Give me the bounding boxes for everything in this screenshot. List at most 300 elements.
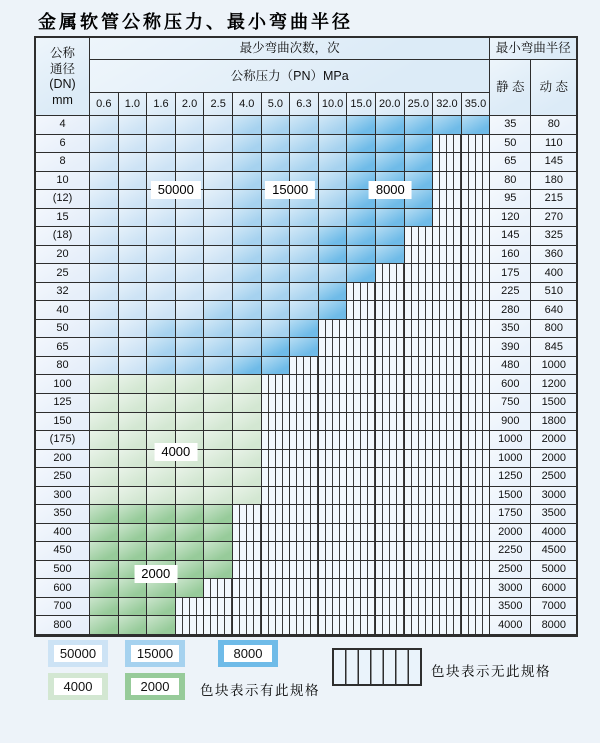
matrix-cell [290, 505, 319, 524]
matrix-cell [405, 375, 434, 394]
matrix-cell [204, 283, 233, 302]
matrix-cell [119, 394, 148, 413]
static-radius-cell: 1000 [490, 431, 531, 450]
matrix-cell [433, 450, 462, 469]
matrix-cell [176, 542, 205, 561]
dn-cell: 15 [36, 209, 90, 228]
matrix-cell [233, 375, 262, 394]
static-radius-cell: 1750 [490, 505, 531, 524]
static-radius-cell: 80 [490, 172, 531, 191]
matrix-cell [147, 338, 176, 357]
matrix-cell [176, 375, 205, 394]
matrix-cell [90, 524, 119, 543]
matrix-cell [433, 338, 462, 357]
matrix-cell [376, 338, 405, 357]
matrix-cell [90, 209, 119, 228]
matrix-cell [347, 209, 376, 228]
matrix-cell [376, 505, 405, 524]
legend-swatch-4000 [48, 673, 108, 700]
matrix-cell [319, 487, 348, 506]
matrix-cell [90, 616, 119, 635]
matrix-cell [262, 283, 291, 302]
dynamic-radius-cell: 3500 [531, 505, 576, 524]
matrix-cell [204, 190, 233, 209]
matrix-cell [405, 209, 434, 228]
header-pn-32.0: 32.0 [433, 93, 462, 116]
matrix-cell [347, 524, 376, 543]
static-radius-cell: 3500 [490, 598, 531, 617]
matrix-cell [433, 561, 462, 580]
matrix-cell [376, 616, 405, 635]
matrix-cell [90, 338, 119, 357]
matrix-cell [262, 227, 291, 246]
dynamic-radius-cell: 1500 [531, 394, 576, 413]
matrix-cell [290, 301, 319, 320]
matrix-cell [204, 561, 233, 580]
matrix-cell [262, 116, 291, 135]
matrix-cell [204, 116, 233, 135]
matrix-cell [347, 450, 376, 469]
matrix-cell [347, 487, 376, 506]
matrix-cell [290, 413, 319, 432]
matrix-cell [462, 487, 491, 506]
matrix-cell [462, 320, 491, 339]
matrix-cell [376, 487, 405, 506]
matrix-cell [462, 431, 491, 450]
matrix-cell [90, 172, 119, 191]
matrix-cell [204, 487, 233, 506]
matrix-cell [233, 579, 262, 598]
matrix-cell [119, 375, 148, 394]
dynamic-radius-cell: 360 [531, 246, 576, 265]
matrix-cell [433, 209, 462, 228]
matrix-cell [319, 116, 348, 135]
matrix-cell [290, 227, 319, 246]
matrix-cell [119, 301, 148, 320]
static-radius-cell: 2500 [490, 561, 531, 580]
matrix-cell [462, 357, 491, 376]
matrix-cell [347, 505, 376, 524]
matrix-cell [147, 505, 176, 524]
matrix-cell [376, 524, 405, 543]
matrix-cell [233, 616, 262, 635]
matrix-cell [347, 116, 376, 135]
matrix-cell [290, 542, 319, 561]
dn-cell: 20 [36, 246, 90, 265]
dn-cell: 250 [36, 468, 90, 487]
header-min-radius: 最小弯曲半径 [490, 38, 576, 60]
matrix-cell [405, 542, 434, 561]
matrix-cell [233, 357, 262, 376]
matrix-cell [147, 394, 176, 413]
dynamic-radius-cell: 8000 [531, 616, 576, 635]
matrix-cell [233, 135, 262, 154]
matrix-cell [233, 505, 262, 524]
static-radius-cell: 480 [490, 357, 531, 376]
dn-cell: 80 [36, 357, 90, 376]
matrix-cell [405, 153, 434, 172]
header-bend-cycles: 最少弯曲次数，次 [90, 38, 490, 60]
dynamic-radius-cell: 325 [531, 227, 576, 246]
dn-cell: 4 [36, 116, 90, 135]
matrix-cell [204, 542, 233, 561]
dn-cell: 400 [36, 524, 90, 543]
matrix-cell [233, 320, 262, 339]
matrix-cell [433, 431, 462, 450]
matrix-cell [233, 172, 262, 191]
matrix-cell [433, 413, 462, 432]
matrix-cell [290, 598, 319, 617]
matrix-cell [290, 246, 319, 265]
matrix-cell [204, 450, 233, 469]
matrix-cell [204, 153, 233, 172]
matrix-cell [233, 264, 262, 283]
static-radius-cell: 65 [490, 153, 531, 172]
static-radius-cell: 225 [490, 283, 531, 302]
matrix-cell [204, 320, 233, 339]
dn-cell: 40 [36, 301, 90, 320]
matrix-cell [319, 394, 348, 413]
matrix-cell [204, 375, 233, 394]
matrix-cell [462, 561, 491, 580]
matrix-cell [433, 116, 462, 135]
matrix-cell [433, 246, 462, 265]
dynamic-radius-cell: 2000 [531, 431, 576, 450]
matrix-cell [290, 264, 319, 283]
matrix-cell [176, 116, 205, 135]
matrix-cell [90, 283, 119, 302]
matrix-cell [319, 450, 348, 469]
matrix-cell [119, 524, 148, 543]
dynamic-radius-cell: 6000 [531, 579, 576, 598]
matrix-cell [376, 116, 405, 135]
matrix-cell [262, 598, 291, 617]
static-radius-cell: 175 [490, 264, 531, 283]
header-dn-line: (DN) [49, 77, 76, 91]
matrix-cell [462, 616, 491, 635]
matrix-cell [90, 394, 119, 413]
matrix-cell [290, 320, 319, 339]
matrix-cell [90, 135, 119, 154]
matrix-cell [262, 468, 291, 487]
matrix-cell [204, 505, 233, 524]
header-dynamic: 动 态 [531, 60, 576, 116]
matrix-cell [462, 524, 491, 543]
matrix-cell [433, 468, 462, 487]
dynamic-radius-cell: 80 [531, 116, 576, 135]
matrix-cell [262, 524, 291, 543]
header-pn-4.0: 4.0 [233, 93, 262, 116]
dn-cell: 700 [36, 598, 90, 617]
matrix-cell [119, 450, 148, 469]
matrix-cell [233, 524, 262, 543]
header-pn-10.0: 10.0 [319, 93, 348, 116]
matrix-cell [90, 579, 119, 598]
matrix-cell [405, 579, 434, 598]
matrix-cell [147, 116, 176, 135]
matrix-cell [462, 283, 491, 302]
matrix-cell [262, 320, 291, 339]
dn-cell: 600 [36, 579, 90, 598]
matrix-cell [147, 283, 176, 302]
matrix-cell [376, 394, 405, 413]
matrix-cell [347, 135, 376, 154]
legend-label-2000: 2000 [131, 678, 179, 695]
matrix-cell [176, 524, 205, 543]
matrix-cell [262, 561, 291, 580]
matrix-cell [147, 413, 176, 432]
matrix-cell [376, 264, 405, 283]
matrix-cell [319, 561, 348, 580]
static-radius-cell: 4000 [490, 616, 531, 635]
matrix-cell [319, 172, 348, 191]
matrix-cell [204, 172, 233, 191]
matrix-cell [462, 542, 491, 561]
matrix-cell [433, 190, 462, 209]
matrix-cell [262, 135, 291, 154]
matrix-cell [176, 579, 205, 598]
matrix-cell [176, 209, 205, 228]
dn-cell: 65 [36, 338, 90, 357]
matrix-cell [262, 542, 291, 561]
matrix-cell [147, 542, 176, 561]
static-radius-cell: 1000 [490, 450, 531, 469]
matrix-cell [233, 283, 262, 302]
dynamic-radius-cell: 1200 [531, 375, 576, 394]
matrix-cell [376, 468, 405, 487]
matrix-cell [433, 394, 462, 413]
matrix-cell [376, 153, 405, 172]
static-radius-cell: 2250 [490, 542, 531, 561]
matrix-cell [376, 413, 405, 432]
matrix-cell [290, 524, 319, 543]
matrix-cell [176, 413, 205, 432]
matrix-cell [433, 320, 462, 339]
matrix-cell [405, 227, 434, 246]
matrix-cell [290, 431, 319, 450]
matrix-cell [319, 190, 348, 209]
matrix-cell [204, 301, 233, 320]
static-radius-cell: 145 [490, 227, 531, 246]
matrix-cell [119, 190, 148, 209]
matrix-cell [262, 301, 291, 320]
dn-cell: 10 [36, 172, 90, 191]
dynamic-radius-cell: 215 [531, 190, 576, 209]
matrix-cell [405, 283, 434, 302]
matrix-cell [433, 264, 462, 283]
matrix-cell [405, 524, 434, 543]
matrix-cell [176, 505, 205, 524]
matrix-cell [147, 153, 176, 172]
matrix-cell [376, 542, 405, 561]
matrix-cell [347, 468, 376, 487]
matrix-cell [462, 301, 491, 320]
matrix-cell [204, 227, 233, 246]
matrix-cell [433, 375, 462, 394]
matrix-cell [233, 246, 262, 265]
matrix-cell [90, 246, 119, 265]
matrix-cell [290, 450, 319, 469]
matrix-cell [347, 283, 376, 302]
dynamic-radius-cell: 400 [531, 264, 576, 283]
static-radius-cell: 1500 [490, 487, 531, 506]
matrix-cell [119, 209, 148, 228]
matrix-cell [319, 264, 348, 283]
header-pn-1.6: 1.6 [147, 93, 176, 116]
matrix-cell [90, 487, 119, 506]
matrix-cell [262, 209, 291, 228]
matrix-cell [405, 301, 434, 320]
legend-swatch-8000 [218, 640, 278, 667]
matrix-cell [376, 135, 405, 154]
dynamic-radius-cell: 3000 [531, 487, 576, 506]
matrix-cell [376, 301, 405, 320]
matrix-cell [319, 598, 348, 617]
matrix-cell [90, 505, 119, 524]
dn-cell: (18) [36, 227, 90, 246]
matrix-cell [376, 320, 405, 339]
matrix-cell [376, 227, 405, 246]
matrix-cell [90, 227, 119, 246]
matrix-cell [290, 338, 319, 357]
matrix-cell [433, 505, 462, 524]
matrix-cell [462, 264, 491, 283]
dn-cell: 150 [36, 413, 90, 432]
matrix-cell [347, 375, 376, 394]
dn-cell: 200 [36, 450, 90, 469]
matrix-cell [462, 394, 491, 413]
matrix-cell [347, 338, 376, 357]
matrix-cell [233, 209, 262, 228]
matrix-cell [319, 375, 348, 394]
matrix-cell [262, 616, 291, 635]
matrix-cell [119, 172, 148, 191]
matrix-cell [319, 338, 348, 357]
matrix-cell [319, 209, 348, 228]
dn-cell: 8 [36, 153, 90, 172]
static-radius-cell: 750 [490, 394, 531, 413]
matrix-cell [119, 264, 148, 283]
matrix-cell [176, 246, 205, 265]
static-radius-cell: 3000 [490, 579, 531, 598]
static-radius-cell: 50 [490, 135, 531, 154]
matrix-cell [262, 450, 291, 469]
matrix-cell [405, 413, 434, 432]
matrix-cell [176, 283, 205, 302]
matrix-cell [462, 116, 491, 135]
matrix-cell [405, 116, 434, 135]
matrix-cell [262, 264, 291, 283]
matrix-cell [462, 153, 491, 172]
matrix-cell [347, 598, 376, 617]
matrix-cell [147, 135, 176, 154]
dn-cell: 450 [36, 542, 90, 561]
matrix-cell [147, 524, 176, 543]
matrix-cell [90, 153, 119, 172]
matrix-cell [433, 579, 462, 598]
matrix-cell [290, 135, 319, 154]
matrix-cell [204, 209, 233, 228]
matrix-cell [405, 264, 434, 283]
matrix-cell [119, 468, 148, 487]
matrix-cell [204, 468, 233, 487]
matrix-cell [347, 227, 376, 246]
matrix-cell [376, 209, 405, 228]
dynamic-radius-cell: 640 [531, 301, 576, 320]
header-pn-1.0: 1.0 [119, 93, 148, 116]
cycle-label-4000: 4000 [154, 443, 197, 461]
matrix-cell [233, 561, 262, 580]
matrix-cell [147, 264, 176, 283]
static-radius-cell: 35 [490, 116, 531, 135]
header-dn-line: mm [52, 92, 73, 107]
matrix-cell [290, 579, 319, 598]
header-pn-20.0: 20.0 [376, 93, 405, 116]
matrix-cell [290, 487, 319, 506]
matrix-cell [233, 542, 262, 561]
matrix-cell [347, 431, 376, 450]
matrix-cell [90, 431, 119, 450]
matrix-cell [176, 394, 205, 413]
matrix-cell [433, 524, 462, 543]
matrix-cell [433, 301, 462, 320]
matrix-cell [319, 227, 348, 246]
matrix-cell [119, 616, 148, 635]
matrix-cell [262, 579, 291, 598]
matrix-cell [204, 598, 233, 617]
matrix-cell [462, 227, 491, 246]
matrix-cell [347, 542, 376, 561]
matrix-cell [176, 227, 205, 246]
dn-cell: (12) [36, 190, 90, 209]
matrix-cell [262, 394, 291, 413]
matrix-cell [347, 561, 376, 580]
header-pressure: 公称压力（PN）MPa [90, 60, 490, 93]
cycle-label-2000: 2000 [134, 565, 177, 583]
legend-label-15000: 15000 [131, 645, 179, 662]
matrix-cell [347, 153, 376, 172]
matrix-cell [405, 320, 434, 339]
legend-label-8000: 8000 [224, 645, 272, 662]
matrix-cell [376, 357, 405, 376]
dynamic-radius-cell: 1000 [531, 357, 576, 376]
matrix-cell [119, 227, 148, 246]
matrix-cell [176, 598, 205, 617]
header-pn-6.3: 6.3 [290, 93, 319, 116]
static-radius-cell: 95 [490, 190, 531, 209]
matrix-cell [233, 338, 262, 357]
matrix-cell [376, 579, 405, 598]
matrix-cell [290, 616, 319, 635]
matrix-cell [405, 394, 434, 413]
legend-hatch-box [332, 648, 422, 686]
header-pn-0.6: 0.6 [90, 93, 119, 116]
matrix-cell [90, 116, 119, 135]
matrix-cell [90, 542, 119, 561]
matrix-cell [433, 487, 462, 506]
matrix-cell [405, 487, 434, 506]
matrix-cell [405, 598, 434, 617]
matrix-cell [119, 135, 148, 154]
matrix-cell [347, 320, 376, 339]
matrix-cell [233, 227, 262, 246]
matrix-cell [119, 505, 148, 524]
matrix-cell [347, 357, 376, 376]
dn-cell: 25 [36, 264, 90, 283]
matrix-cell [433, 283, 462, 302]
matrix-cell [319, 616, 348, 635]
matrix-cell [176, 561, 205, 580]
